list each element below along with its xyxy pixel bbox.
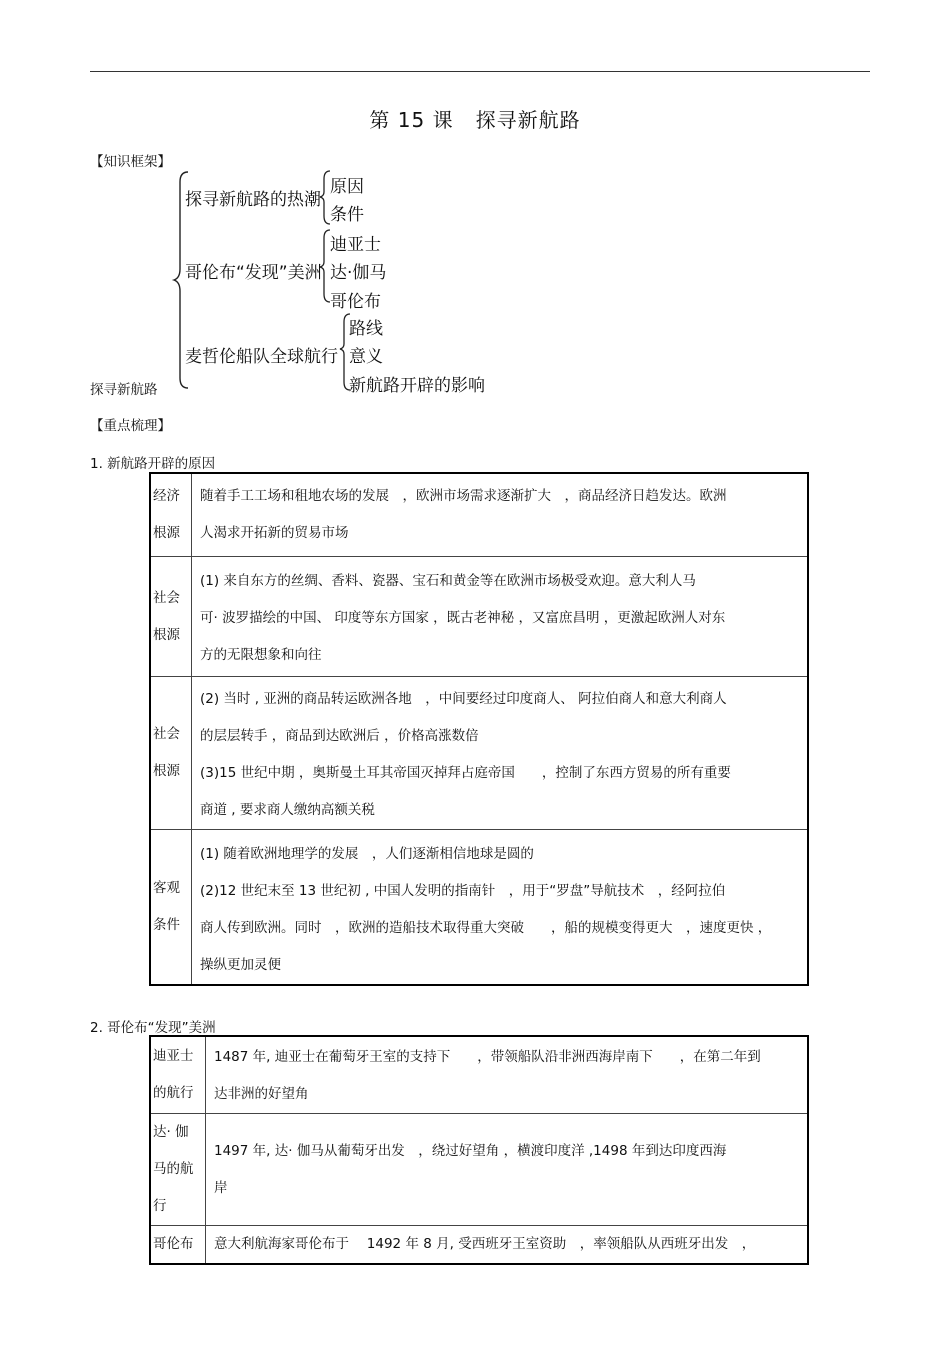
causes-table [149,472,809,986]
tree-leaf: 达·伽马 [330,263,387,283]
table-row: 哥伦布 意大利航海家哥伦布于 1492 年 8 月, 受西班牙王室资助 ，率领船队从西班牙出发 ， [150,1226,808,1265]
table-row: 达· 伽 马的航 行 1497 年, 达· 伽马从葡萄牙出发 ，绕过好望角 ，横渡印度洋 ,1498 年到达印度西海 岸 [150,1114,808,1226]
page-title [0,104,950,133]
table-row: 迪亚士 的航行 1487 年, 迪亚士在葡萄牙王室的支持下 ，带领船队沿非洲西海岸南下 ，在第二年到 达非洲的好望角 [150,1036,808,1114]
lesson-number: 第 15 课 [369,108,454,132]
table-row: 社会 根源 (1) 来自东方的丝绸、香料、瓷器、宝石和黄金等在欧洲市场极受欢迎。意大利人马 可· 波罗描绘的中国、 印度等东方国家 ，既古老神秘 ，又富庶昌明 ，更激起欧洲人对东 方的无限想象和向往 [150,557,808,677]
lesson-name: 探寻新航路 [475,108,581,132]
part2-heading: 2. 哥伦布“发现”美洲 [90,1020,216,1036]
tree-branch-1: 探寻新航路的热潮 [185,190,321,210]
tree-leaf: 新航路开辟的影响 [349,376,485,396]
tree-leaf: 路线 [349,319,383,339]
tree-leaf: 原因 [330,177,364,197]
table-row: 社会 根源 (2) 当时 , 亚洲的商品转运欧洲各地 ，中间要经过印度商人、 阿拉伯商人和意大利商人 的层层转手 ，商品到达欧洲后 ，价格高涨数倍 (3)15 世纪中期 ，奥斯曼土耳其帝国灭掉拜占庭帝国 ，控制了东西方贸易的所有重要 商道 , 要求商人缴纳高额关税 [150,677,808,830]
top-rule [90,71,870,72]
tree-leaf: 条件 [330,205,364,225]
tree-leaf: 哥伦布 [330,292,381,312]
tree-branch-3: 麦哲伦船队全球航行 [185,347,338,367]
tree-root: 探寻新航路 [90,382,158,398]
tree-branch-2: 哥伦布“发现”美洲 [185,263,322,283]
tree-leaf: 意义 [349,347,383,367]
voyages-table [149,1035,809,1265]
key-points-label: 【重点梳理】 [90,418,171,434]
table-row: 经济 根源 随着手工工场和租地农场的发展 ，欧洲市场需求逐渐扩大 ，商品经济日趋发达。欧洲 人渴求开拓新的贸易市场 [150,473,808,557]
framework-label: 【知识框架】 [90,154,171,170]
tree-leaf: 迪亚士 [330,235,381,255]
table-row: 客观 条件 (1) 随着欧洲地理学的发展 ，人们逐渐相信地球是圆的 (2)12 世纪末至 13 世纪初 , 中国人发明的指南针 ，用于“罗盘”导航技术 ，经阿拉伯 商人传到欧洲。同时 ，欧洲的造船技术取得重大突破 ，船的规模变得更大 ，速度更快 ， 操纵更加灵便 [150,830,808,986]
part1-heading: 1. 新航路开辟的原因 [90,456,216,472]
